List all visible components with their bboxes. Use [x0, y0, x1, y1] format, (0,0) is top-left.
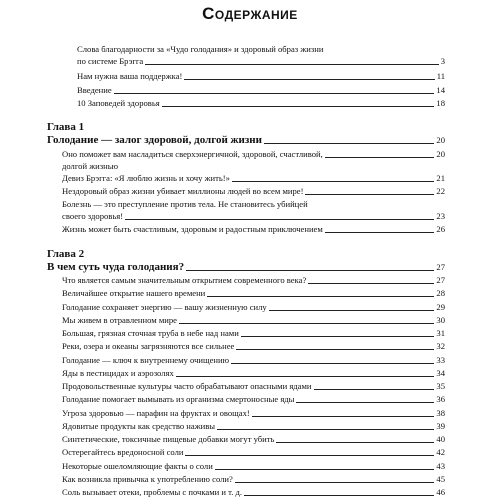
toc-entry-ch1-2: Девиз Брэгга: «Я люблю жизнь и хочу жить!» 21 — [62, 173, 445, 183]
toc-entry-ch2-7: Голодание — ключ к внутреннему очищению 33 — [62, 354, 445, 365]
chapter-2-label: Глава 2 — [47, 248, 85, 260]
toc-entry-ch2-4: Мы живем в отравленном мире 30 — [62, 314, 445, 325]
chapter-1-label: Глава 1 — [47, 121, 85, 133]
toc-entry-ch2-13: Синтетические, токсичные пищевые добавки могут убить 40 — [62, 434, 445, 444]
chapter-2-title: В чем суть чуда голодания? 27 — [47, 261, 445, 273]
toc-entry-introduction: Введение 14 — [77, 85, 445, 95]
chapter-1-title: Голодание — залог здоровой, долгой жизни 20 — [47, 134, 445, 146]
toc-entry-thanks: по системе Брэгга 3 — [77, 56, 445, 66]
toc-entry-ch2-10: Голодание помогает вымывать из организма смертоносные яды 36 — [62, 394, 445, 405]
toc-entry-ch1-1-line1: Оно поможет вам насладиться сверхэнергичной, здоровой, счастливой, 20 — [62, 149, 445, 159]
toc-entry-ch2-14: Остерегайтесь вредоносной соли 42 — [62, 447, 445, 458]
toc-entry-ch2-2: Величайшее открытие нашего времени 28 — [62, 288, 445, 299]
toc-entry-ch1-3: Нездоровый образ жизни убивает миллионы людей во всем мире! 22 — [62, 186, 445, 196]
toc-entry-ch2-12: Ядовитые продукты как средство наживы 39 — [62, 420, 445, 431]
toc-entry-ch2-8: Яды в пестицидах и аэрозолях 34 — [62, 367, 445, 378]
toc-entry-ch2-17: Соль вызывает отеки, проблемы с почками и т. д. 46 — [62, 487, 445, 497]
toc-entry-ch1-4-line1: Болезнь — это преступление против тела. Не становитесь убийцей — [62, 199, 308, 209]
page-title: Содержание — [202, 4, 298, 23]
toc-entry-ch2-3: Голодание сохраняет энергию — вашу жизненную силу 29 — [62, 301, 445, 312]
toc-entry-ch1-4: своего здоровья! 23 — [62, 211, 445, 221]
toc-entry-thanks-line1: Слова благодарности за «Чудо голодания» и здоровый образ жизни — [77, 44, 324, 54]
toc-entry-commandments: 10 Заповедей здоровья 18 — [77, 98, 445, 108]
toc-entry-ch2-15: Некоторые ошеломляющие факты о соли 43 — [62, 460, 445, 471]
toc-entry-ch2-6: Реки, озера и океаны загрязняются все сильнее 32 — [62, 341, 445, 352]
toc-entry-ch2-11: Угроза здоровью — парафин на фруктах и овощах! 38 — [62, 407, 445, 418]
toc-entry-ch2-5: Большая, грязная сточная труба в небе над нами 31 — [62, 328, 445, 338]
toc-entry-support: Нам нужна ваша поддержка! 11 — [77, 71, 445, 81]
toc-entry-ch1-5: Жизнь может быть счастливым, здоровым и радостным приключением 26 — [62, 224, 445, 234]
toc-entry-ch2-16: Как возникла привычка к употреблению соли? 45 — [62, 473, 445, 484]
toc-entry-ch2-9: Продовольственные культуры часто обрабатывают опасными ядами 35 — [62, 381, 445, 391]
toc-entry-ch2-1: Что является самым значительным открытием современного века? 27 — [62, 275, 445, 285]
toc-entry-ch1-1: долгой жизнью — [62, 161, 119, 171]
